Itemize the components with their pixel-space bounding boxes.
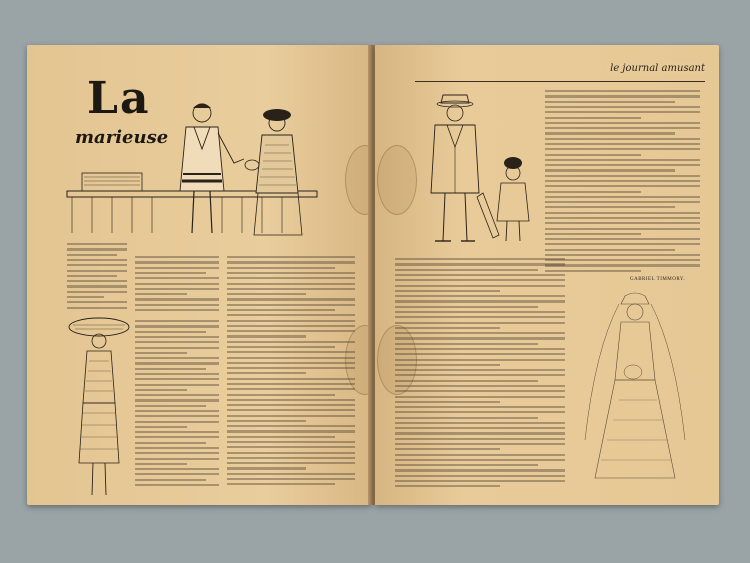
article-text-column — [395, 255, 565, 497]
bride-illustration — [575, 290, 695, 490]
article-text-column — [135, 253, 219, 313]
story-title: La — [87, 73, 151, 124]
left-page — [27, 45, 371, 505]
author-signature: GABRIEL TIMMORY. — [630, 277, 686, 282]
article-text-column — [545, 87, 700, 277]
woman-hat-illustration — [65, 313, 133, 503]
open-magazine — [27, 45, 721, 507]
article-text-column — [227, 253, 355, 503]
journal-title: le journal amusant — [606, 63, 705, 74]
running-header — [415, 63, 705, 82]
article-text-column — [135, 317, 219, 503]
article-text-column — [67, 240, 127, 312]
story-subtitle: marieuse — [75, 127, 169, 148]
right-page — [375, 45, 719, 505]
gentleman-child-illustration — [395, 83, 545, 248]
header-illustration — [62, 63, 332, 238]
